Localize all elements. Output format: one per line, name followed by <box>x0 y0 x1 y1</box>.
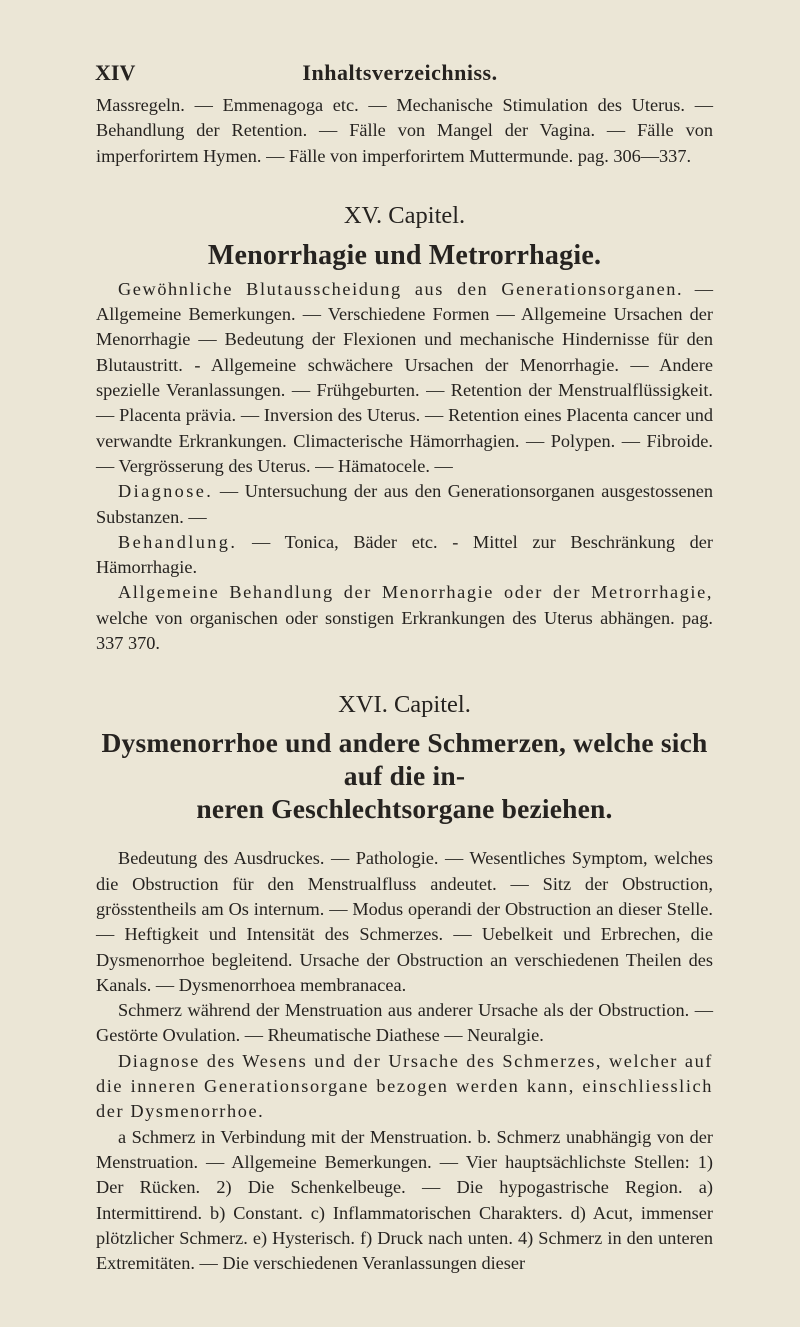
paragraph-text: welche von organischen oder sonstigen Erkrankungen des Uterus abhängen. pag. 337 370. <box>96 607 713 654</box>
spaced-heading: Behandlung. <box>118 531 238 552</box>
chapter-16-paragraph-3: Diagnose des Wesens und der Ursache des Schmerzes, welcher auf die inneren Generationsorgane bezogen werden kann, einschliesslich der Dysmenorrhoe. <box>96 1050 713 1122</box>
chapter-16-title-line-2: neren Geschlechtsorgane beziehen. <box>196 793 613 825</box>
chapter-16-paragraph-1: Bedeutung des Ausdruckes. — Pathologie. — Wesentliches Symptom, welches die Obstruction für den Menstrualfluss andeutet. — Sitz der Obstruction, grösstentheils am Os internum. — Modus operandi der Obstruction an dieser Stelle. — Heftigkeit und Intensität des Schmerzes. — Uebelkeit und Erbrechen, die Dysmenorrhoe begleitend. Ursache der Obstruction an verschiedenen Theilen des Kanals. — Dysmenorrhoea membranacea. <box>96 848 713 995</box>
running-title: Inhaltsverzeichniss. <box>302 60 498 85</box>
chapter-15-number: XV. Capitel. <box>343 201 466 229</box>
chapter-15-paragraph-3 <box>96 530 713 581</box>
paragraph-text: — Untersuchung der aus den Generationsorganen ausgestossenen Substanzen. — <box>96 481 713 527</box>
spaced-heading: Allgemeine Behandlung der Menorrhagie oder der Metrorrhagie, <box>118 582 713 603</box>
chapter-16-paragraph-2: Schmerz während der Menstruation aus anderer Ursache als der Obstruction. — Gestörte Ovulation. — Rheumatische Diathese — Neuralgie. <box>96 1000 713 1046</box>
chapter-15-paragraph-4 <box>96 580 713 656</box>
chapter-15-title: Menorrhagie und Metrorrhagie. <box>207 239 602 271</box>
chapter-16-number: XVI. Capitel. <box>338 691 471 719</box>
page-number: XIV <box>95 60 136 85</box>
chapter-15-paragraph-1 <box>96 277 713 479</box>
chapter-16-title-line-1: Dysmenorrhoe und andere Schmerzen, welche sich auf die in- <box>101 727 708 792</box>
page-body <box>96 93 713 1276</box>
chapter-15-paragraph-2 <box>96 479 713 530</box>
paragraph-text: — Tonica, Bäder etc. - Mittel zur Beschränkung der Hämorrhagie. <box>96 531 713 578</box>
intro-paragraph: Massregeln. — Emmenagoga etc. — Mechanische Stimulation des Uterus. — Behandlung der Retention. — Fälle von Mangel der Vagina. — Fälle von imperforirtem Hymen. — Fälle von imperforirtem Muttermunde. pag. 306—337. <box>96 95 713 166</box>
chapter-16-paragraph-4: a Schmerz in Verbindung mit der Menstruation. b. Schmerz unabhängig von der Menstruation. — Allgemeine Bemerkungen. — Vier hauptsächlichste Stellen: 1) Der Rücken. 2) Die Schenkelbeuge. — Die hypogastrische Region. a) Intermittirend. b) Constant. c) Inflammatorischen Charakters. d) Acut, immenser plötzlicher Schmerz. e) Hysterisch. f) Druck nach unten. 4) Schmerz in den unteren Extremitäten. — Die verschiedenen Veranlassungen dieser <box>96 1126 713 1274</box>
paragraph-text: — Allgemeine Bemerkungen. — Verschiedene Formen — Allgemeine Ursachen der Menorrhagie — Bedeutung der Flexionen und mechanische Hindernisse für den Blutaustritt. - Allgemeine schwächere Ursachen der Menorrhagie. — Andere spezielle Veranlassungen. — Frühgeburten. — Retention der Menstrualflüssigkeit. — Placenta prävia. — Inversion des Uterus. — Retention eines Placenta cancer und verwandte Erkrankungen. Climacterische Hämorrhagien. — Polypen. — Fibroide. — Vergrösserung des Uterus. — Hämatocele. — <box>96 278 713 476</box>
running-head <box>0 60 800 90</box>
spaced-heading: Diagnose. <box>118 481 214 502</box>
spaced-heading: Gewöhnliche Blutausscheidung aus den Generationsorganen. <box>118 278 684 299</box>
chapter-16-title <box>96 726 713 825</box>
